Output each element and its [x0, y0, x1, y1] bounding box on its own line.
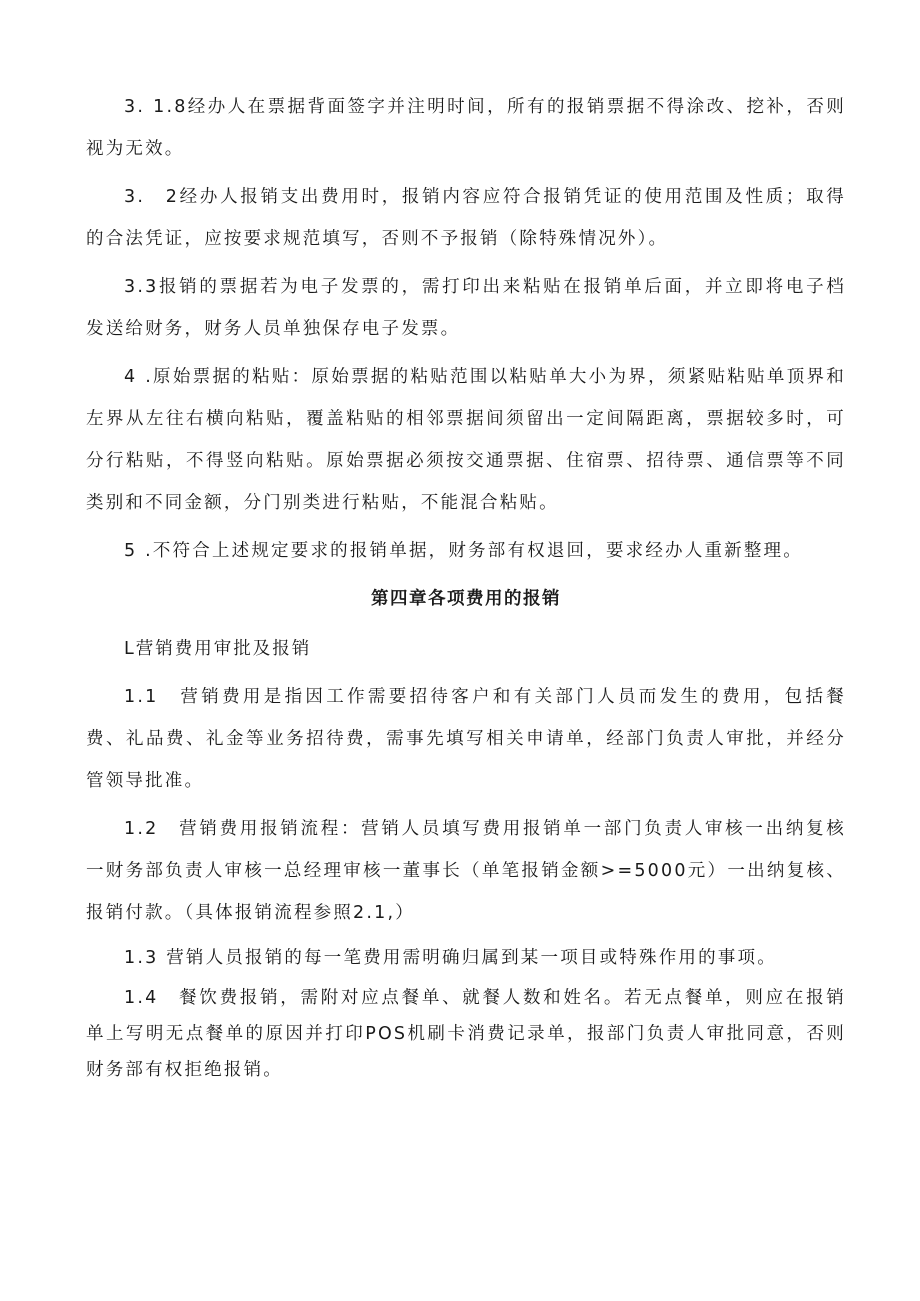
chapter-heading: 第四章各项费用的报销: [371, 589, 561, 609]
paragraph-1-4: 1.4 餐饮费报销，需附对应点餐单、就餐人数和姓名。若无点餐单，则应在报销单上写明无点餐单的原因并打印POS机刷卡消费记录单，报部门负责人审批同意，否则财务部有权拒绝报销。: [86, 988, 846, 1080]
paragraph-1-1: 1.1 营销费用是指因工作需要招待客户和有关部门人员而发生的费用，包括餐费、礼品费、礼金等业务招待费，需事先填写相关申请单，经部门负责人审批，并经分管领导批准。: [86, 687, 846, 791]
paragraph-3-1-8: 3. 1.8经办人在票据背面签字并注明时间，所有的报销票据不得涂改、挖补，否则视为无效。: [86, 97, 846, 159]
paragraph-1-2: 1.2 营销费用报销流程：营销人员填写费用报销单一部门负责人审核一出纳复核一财务部负责人审核一总经理审核一董事长（单笔报销金额>=5000元）一出纳复核、报销付款。（具体报销流程参照2.1,）: [86, 819, 846, 923]
section-heading: L营销费用审批及报销: [124, 639, 312, 659]
paragraph-5: 5 .不符合上述规定要求的报销单据，财务部有权退回，要求经办人重新整理。: [124, 541, 803, 561]
paragraph-3-2: 3. 2经办人报销支出费用时，报销内容应符合报销凭证的使用范围及性质；取得的合法凭证，应按要求规范填写，否则不予报销（除特殊情况外）。: [86, 187, 846, 249]
document-page: [86, 86, 846, 1092]
paragraph-1-3: 1.3 营销人员报销的每一笔费用需明确归属到某一项目或特殊作用的事项。: [124, 948, 777, 968]
paragraph-4: 4 .原始票据的粘贴：原始票据的粘贴范围以粘贴单大小为界，须紧贴粘贴单顶界和左界从左往右横向粘贴，覆盖粘贴的相邻票据间须留出一定间隔距离，票据较多时，可分行粘贴，不得竖向粘贴。原始票据必须按交通票据、住宿票、招待票、通信票等不同类别和不同金额，分门别类进行粘贴，不能混合粘贴。: [86, 367, 846, 513]
paragraph-3-3: 3.3报销的票据若为电子发票的，需打印出来粘贴在报销单后面，并立即将电子档发送给财务，财务人员单独保存电子发票。: [86, 277, 846, 339]
